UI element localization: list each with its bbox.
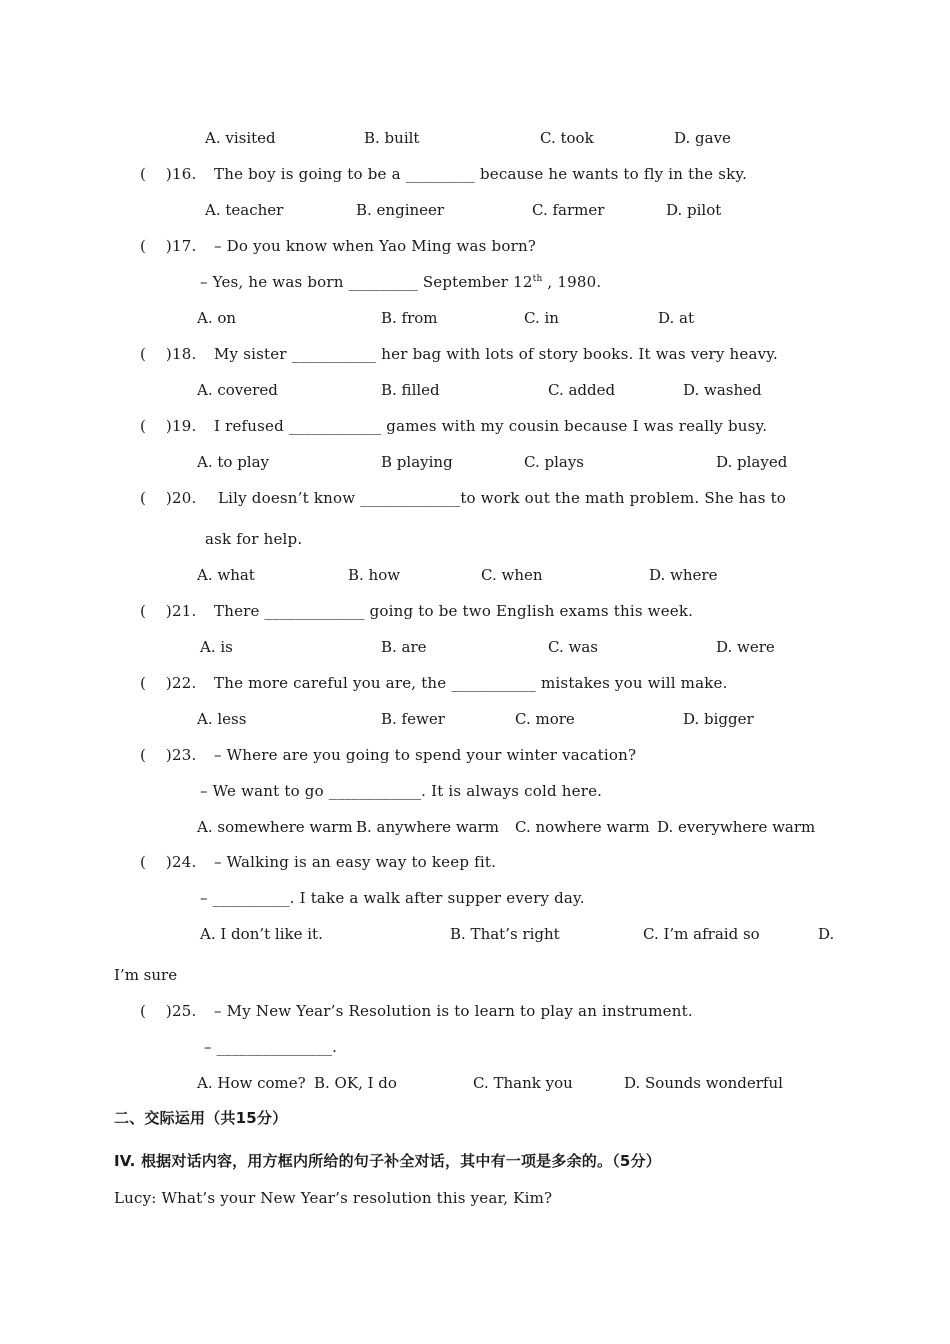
question-stem: There _____________ going to be two English exams this week.: [214, 602, 694, 620]
option-c: C. when: [481, 566, 543, 584]
option-b: B. built: [364, 129, 420, 147]
option-c: C. I’m afraid so: [643, 925, 760, 943]
option-a: A. is: [200, 638, 233, 656]
question-stem: – Walking is an easy way to keep fit.: [214, 853, 497, 871]
option-b: B. are: [381, 638, 427, 656]
option-b: B. fewer: [381, 710, 445, 728]
question-stem-continued: ask for help.: [205, 530, 303, 548]
option-c: C. more: [515, 710, 575, 728]
option-c: C. took: [540, 129, 594, 147]
question-stem: – Where are you going to spend your winter vacation?: [214, 746, 637, 764]
option-c: C. was: [548, 638, 598, 656]
option-c: C. farmer: [532, 201, 605, 219]
question-number: ( )17.: [140, 237, 197, 255]
question-stem: Lily doesn’t know _____________to work out the math problem. She has to: [218, 489, 787, 507]
option-a: A. to play: [197, 453, 270, 471]
question-number: ( )19.: [140, 417, 197, 435]
answer-line: – Yes, he was born _________ September 12th , 1980.: [200, 273, 602, 291]
option-d: D. were: [716, 638, 775, 656]
option-b: B. OK, I do: [314, 1074, 397, 1092]
option-d: D. gave: [674, 129, 731, 147]
option-a: A. How come?: [197, 1074, 306, 1092]
option-b: B playing: [381, 453, 453, 471]
question-stem: The boy is going to be a _________ because he wants to fly in the sky.: [214, 165, 748, 183]
answer-line: – _______________.: [204, 1038, 338, 1056]
answer-line: – We want to go ____________. It is always cold here.: [200, 782, 603, 800]
dialog-line: Lucy: What’s your New Year’s resolution this year, Kim?: [114, 1189, 553, 1207]
section-title: 二、交际运用（共15分）: [114, 1109, 288, 1127]
question-number: ( )21.: [140, 602, 197, 620]
option-a: A. on: [197, 309, 237, 327]
option-a: A. somewhere warm: [197, 818, 353, 836]
question-stem: – Do you know when Yao Ming was born?: [214, 237, 537, 255]
option-c: C. nowhere warm: [515, 818, 650, 836]
option-d: D. washed: [683, 381, 762, 399]
option-a: A. visited: [205, 129, 276, 147]
option-c: C. plays: [524, 453, 584, 471]
option-c: C. Thank you: [473, 1074, 573, 1092]
option-d: D. where: [649, 566, 718, 584]
question-number: ( )25.: [140, 1002, 197, 1020]
question-number: ( )24.: [140, 853, 197, 871]
option-b: B. That’s right: [450, 925, 560, 943]
option-a: A. covered: [197, 381, 278, 399]
option-b: B. engineer: [356, 201, 445, 219]
option-a: A. less: [197, 710, 247, 728]
question-stem: I refused ____________ games with my cousin because I was really busy.: [214, 417, 768, 435]
option-b: B. anywhere warm: [356, 818, 500, 836]
option-d: D. pilot: [666, 201, 722, 219]
question-stem: The more careful you are, the ___________ mistakes you will make.: [214, 674, 728, 692]
question-number: ( )16.: [140, 165, 197, 183]
option-a: A. I don’t like it.: [200, 925, 323, 943]
option-b: B. how: [348, 566, 401, 584]
option-b: B. filled: [381, 381, 440, 399]
option-d: D.: [818, 925, 835, 943]
part-title: IV. 根据对话内容，用方框内所给的句子补全对话，其中有一项是多余的。（5分）: [114, 1152, 661, 1170]
option-d: D. at: [658, 309, 694, 327]
option-d: D. everywhere warm: [657, 818, 816, 836]
option-c: C. added: [548, 381, 616, 399]
option-d: D. Sounds wonderful: [624, 1074, 783, 1092]
option-a: A. what: [197, 566, 255, 584]
question-number: ( )22.: [140, 674, 197, 692]
option-d: D. bigger: [683, 710, 754, 728]
question-stem: My sister ___________ her bag with lots of story books. It was very heavy.: [214, 345, 778, 363]
option-c: C. in: [524, 309, 559, 327]
option-d-continued: I’m sure: [114, 966, 178, 984]
option-b: B. from: [381, 309, 438, 327]
question-stem: – My New Year’s Resolution is to learn to play an instrument.: [214, 1002, 693, 1020]
option-a: A. teacher: [205, 201, 284, 219]
option-d: D. played: [716, 453, 788, 471]
question-number: ( )23.: [140, 746, 197, 764]
answer-line: – __________. I take a walk after supper every day.: [200, 889, 585, 907]
question-number: ( )20.: [140, 489, 197, 507]
question-number: ( )18.: [140, 345, 197, 363]
